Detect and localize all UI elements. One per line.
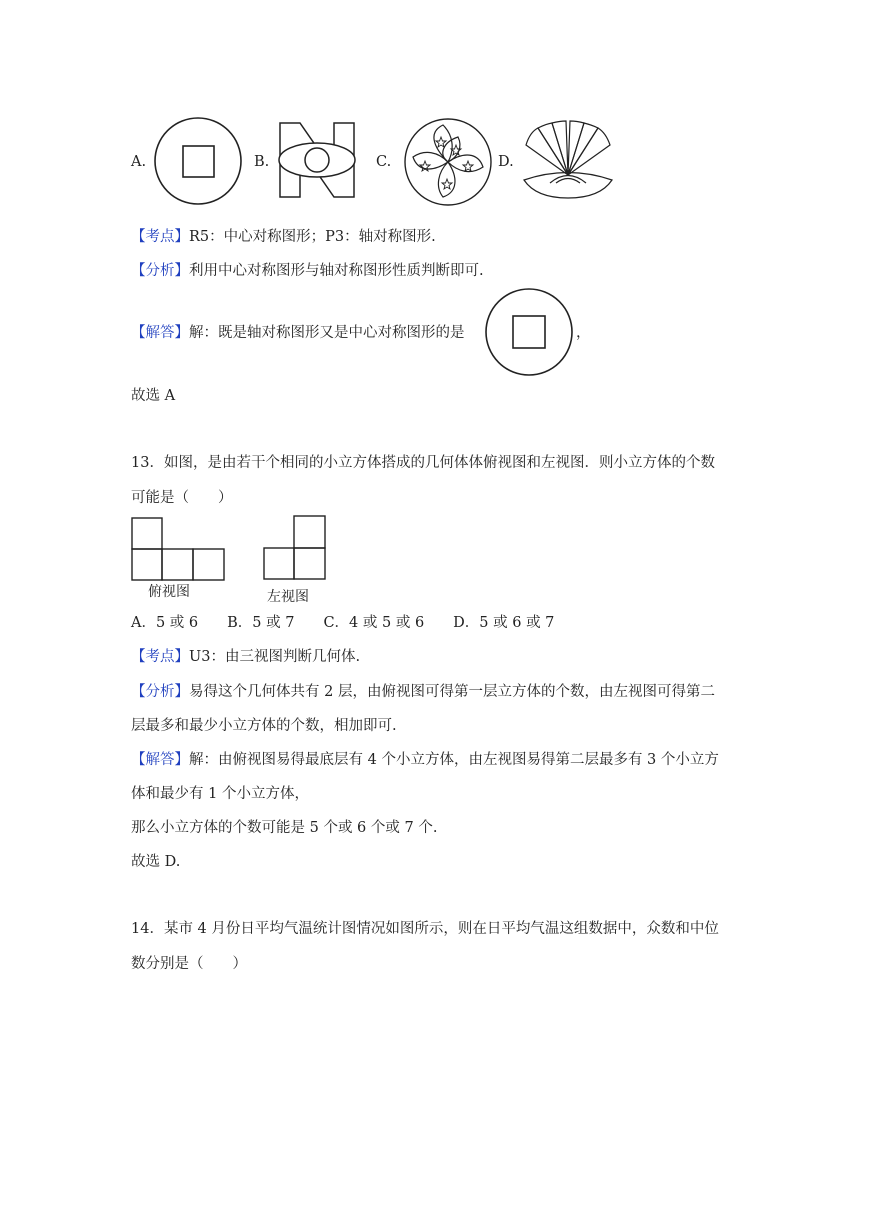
kaodian-tag: 【考点】	[131, 229, 189, 245]
q13-jieda-line2: 体和最少有 1 个小立方体，	[131, 786, 309, 802]
q13-jieda-line3: 那么小立方体的个数可能是 5 个或 6 个或 7 个.	[131, 820, 438, 836]
q13-stem-line2: 可能是（ ）	[131, 490, 233, 506]
kaodian-text: U3：由三视图判断几何体.	[189, 649, 361, 665]
jieda-tag: 【解答】	[131, 325, 189, 341]
option-a-figure	[153, 116, 243, 206]
jieda-text: 解：由俯视图易得最底层有 4 个小立方体，由左视图易得第二层最多有 3 个小立方	[189, 752, 719, 768]
left-view-figure	[263, 515, 327, 581]
q13-fenxi	[131, 682, 715, 702]
top-view-caption: 俯视图	[148, 584, 190, 600]
answer-figure	[484, 287, 574, 377]
left-view-caption: 左视图	[267, 589, 309, 605]
kaodian-text: R5：中心对称图形；P3：轴对称图形.	[189, 229, 436, 245]
option-c-figure	[403, 117, 493, 207]
option-d-label: D.	[498, 154, 514, 170]
q14-stem-line2: 数分别是（ ）	[131, 956, 247, 972]
q13-kaodian	[131, 647, 360, 667]
q13-fenxi-line2: 层最多和最少小立方体的个数，相加即可.	[131, 718, 397, 734]
option-c-label: C.	[376, 154, 392, 170]
fenxi-tag: 【分析】	[131, 263, 189, 279]
option-a-label: A.	[131, 154, 147, 170]
q13-choices: A．5 或 6 B．5 或 7 C．4 或 5 或 6 D．5 或 6 或 7	[131, 615, 555, 631]
jieda-suffix: ，	[576, 325, 591, 341]
q12-fenxi	[131, 261, 484, 281]
q13-stem-line1: 13．如图，是由若干个相同的小立方体搭成的几何体体俯视图和左视图．则小立方体的个数	[131, 455, 715, 471]
q13-jieda	[131, 750, 719, 770]
fenxi-text: 易得这个几何体共有 2 层，由俯视图可得第一层立方体的个数，由左视图可得第二	[189, 684, 715, 700]
option-b-label: B.	[254, 154, 270, 170]
option-b-figure	[276, 120, 358, 200]
kaodian-tag: 【考点】	[131, 649, 189, 665]
fenxi-text: 利用中心对称图形与轴对称图形性质判断即可.	[189, 263, 484, 279]
q12-jieda	[131, 323, 465, 343]
q14-stem-line1: 14．某市 4 月份日平均气温统计图情况如图所示，则在日平均气温这组数据中，众数和中位	[131, 921, 719, 937]
jieda-text: 解：既是轴对称图形又是中心对称图形的是	[189, 325, 465, 341]
option-d-figure	[520, 120, 616, 200]
top-view-figure	[131, 517, 226, 581]
fenxi-tag: 【分析】	[131, 684, 189, 700]
q12-kaodian	[131, 227, 436, 247]
q13-conclusion: 故选 D.	[131, 854, 181, 870]
q12-conclusion: 故选 A	[131, 388, 176, 404]
jieda-tag: 【解答】	[131, 752, 189, 768]
